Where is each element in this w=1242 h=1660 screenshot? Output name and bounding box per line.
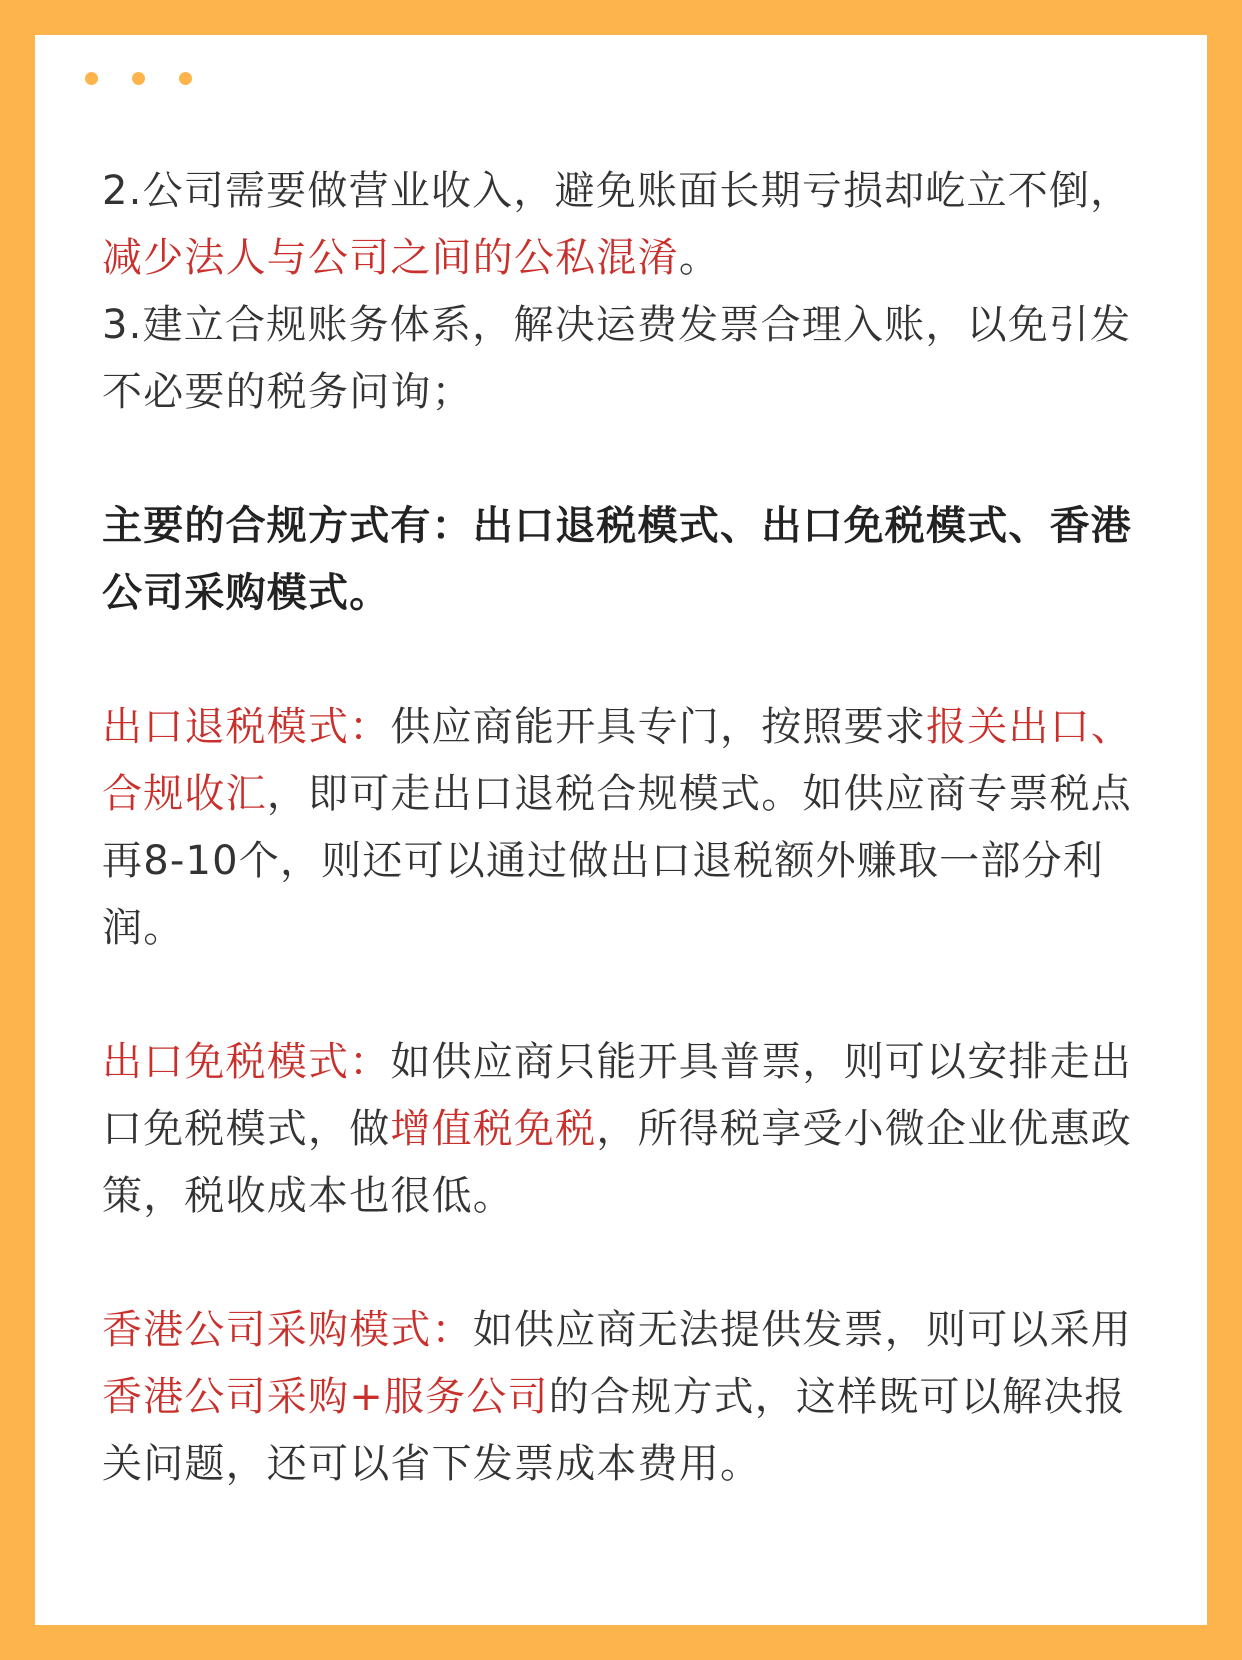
mode-exempt-label: 出口免税模式： bbox=[102, 1039, 391, 1085]
mode-refund-highlight: 报关出口、合规收汇 bbox=[102, 704, 1133, 817]
mode-refund-text-1: 供应商能开具专门，按照要求 bbox=[390, 704, 927, 750]
window-dots bbox=[85, 72, 192, 85]
mode-refund-text-2: ，即可走出口退税合规模式。如供应商专票税点再8-10个，则还可以通过做出口退税额外赚取一部分利润。 bbox=[102, 771, 1133, 951]
point-2-text: 2.公司需要做营业收入，避免账面长期亏损却屹立不倒， bbox=[102, 168, 1132, 214]
mode-hk-text-2: 的合规方式，这样既可以解决报关问题，还可以省下发票成本费用。 bbox=[102, 1374, 1126, 1487]
article-body bbox=[102, 158, 1148, 1498]
mode-exempt bbox=[102, 1029, 1148, 1230]
mode-hk bbox=[102, 1297, 1148, 1498]
mode-hk-text-1: 如供应商无法提供发票，则可以采用 bbox=[472, 1307, 1133, 1353]
point-3: 3.建立合规账务体系，解决运费发票合理入账，以免引发不必要的税务问询； bbox=[102, 302, 1132, 415]
dot-icon bbox=[179, 72, 192, 85]
dot-icon bbox=[132, 72, 145, 85]
mode-hk-label: 香港公司采购模式： bbox=[102, 1307, 473, 1353]
point-2-end: 。 bbox=[678, 235, 721, 281]
summary-heading: 主要的合规方式有：出口退税模式、出口免税模式、香港公司采购模式。 bbox=[102, 503, 1132, 616]
mode-exempt-text-1: 如供应商只能开具普票，则可以安排走出口免税模式，做 bbox=[102, 1039, 1133, 1152]
dot-icon bbox=[85, 72, 98, 85]
point-2 bbox=[102, 158, 1148, 292]
mode-hk-highlight: 香港公司采购+服务公司 bbox=[102, 1374, 549, 1420]
mode-refund bbox=[102, 694, 1148, 962]
mode-refund-label: 出口退税模式： bbox=[102, 704, 391, 750]
point-2-highlight: 减少法人与公司之间的公私混淆 bbox=[102, 235, 679, 281]
mode-exempt-highlight: 增值税免税 bbox=[390, 1106, 597, 1152]
mode-exempt-text-2: ，所得税享受小微企业优惠政策，税收成本也很低。 bbox=[102, 1106, 1133, 1219]
